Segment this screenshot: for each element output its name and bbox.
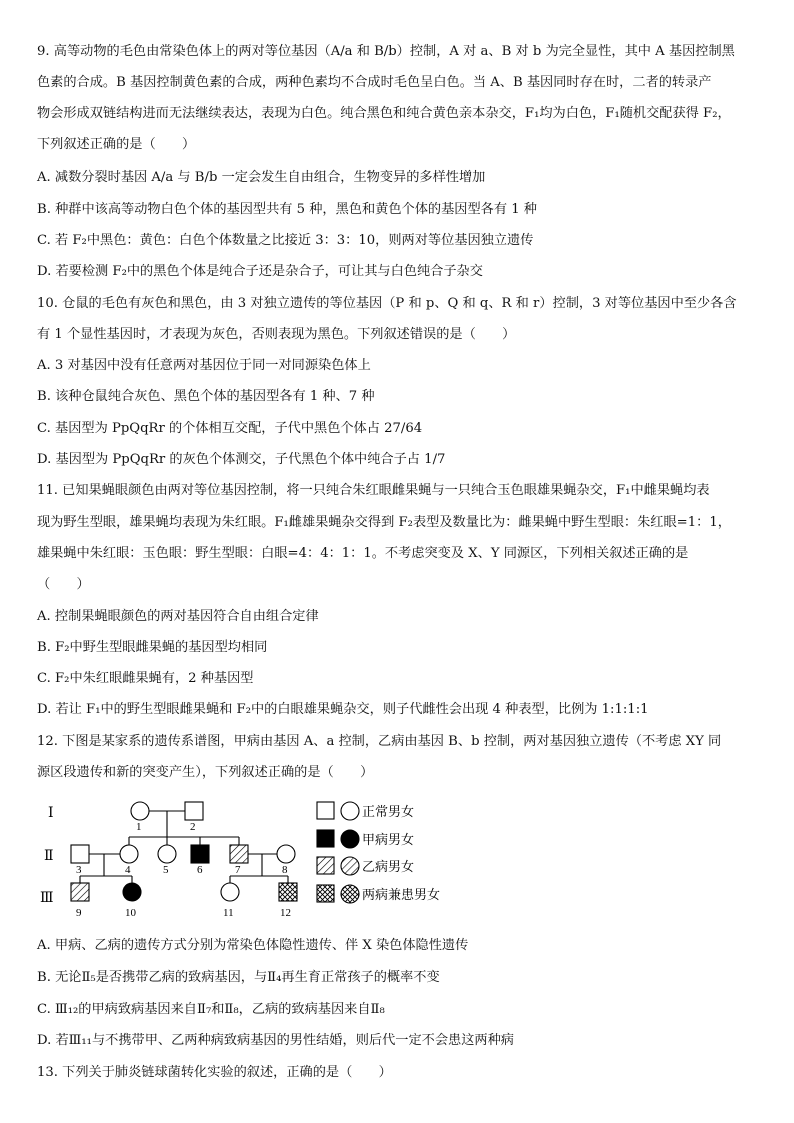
q10-stem-line-1: 10. 仓鼠的毛色有灰色和黑色，由 3 对独立遗传的等位基因（P 和 p、Q 和 q、R 和 r）控制，3 对等位基因中至少各含 [37, 296, 737, 311]
individual-II7-yi-male [230, 845, 248, 863]
q11-stem-line-1: 11. 已知果蝇眼颜色由两对等位基因控制，将一只纯合朱红眼雌果蝇与一只纯合玉色眼雄果蝇杂交，F₁中雌果蝇均表 [37, 483, 710, 498]
q9-option-d: D. 若要检测 F₂中的黑色个体是纯合子还是杂合子，可让其与白色纯合子杂交 [37, 264, 483, 279]
individual-number: 10 [125, 907, 136, 919]
individual-III12-both-male [279, 883, 297, 901]
individual-number: 9 [76, 907, 82, 919]
individual-II5-normal-female [158, 845, 176, 863]
q11-stem-line-3: 雄果蝇中朱红眼：玉色眼：野生型眼：白眼=4：4：1：1。不考虑突变及 X、Y 同源区，下列相关叙述正确的是 [37, 546, 689, 561]
q9-option-b: B. 种群中该高等动物白色个体的基因型共有 5 种，黑色和黄色个体的基因型各有 1 种 [37, 202, 537, 217]
legend-normal-female-icon [341, 802, 359, 820]
legend-normal-label: 正常男女 [362, 805, 415, 820]
q10-option-d: D. 基因型为 PpQqRr 的灰色个体测交，子代黑色个体中纯合子占 1/7 [37, 452, 446, 467]
q10-option-b: B. 该种仓鼠纯合灰色、黑色个体的基因型各有 1 种、7 种 [37, 389, 375, 404]
q12-option-c: C. Ⅲ₁₂的甲病致病基因来自Ⅱ₇和Ⅱ₈，乙病的致病基因来自Ⅱ₈ [37, 1002, 385, 1017]
generation-label-1: Ⅰ [48, 805, 54, 821]
individual-number: 2 [190, 821, 196, 833]
legend-jia-male-icon [317, 830, 334, 847]
generation-label-2: Ⅱ [44, 848, 54, 864]
q10-option-c: C. 基因型为 PpQqRr 的个体相互交配，子代中黑色个体占 27/64 [37, 421, 423, 436]
individual-number: 8 [282, 864, 288, 876]
q12-stem-line-2: 源区段遗传和新的突变产生），下列叙述正确的是（ ） [37, 765, 374, 780]
legend-normal-male-icon [317, 802, 334, 819]
q12-option-b: B. 无论Ⅱ₅是否携带乙病的致病基因，与Ⅱ₄再生育正常孩子的概率不变 [37, 970, 440, 985]
q11-option-d: D. 若让 F₁中的野生型眼雌果蝇和 F₂中的白眼雄果蝇杂交，则子代雌性会出现 4 种表型，比例为 1:1:1:1 [37, 702, 649, 717]
legend-yi-male-icon [317, 857, 334, 874]
q11-option-b: B. F₂中野生型眼雌果蝇的基因型均相同 [37, 640, 268, 655]
q11-option-c: C. F₂中朱红眼雌果蝇有，2 种基因型 [37, 671, 254, 686]
individual-I1-normal-female [131, 802, 149, 820]
individual-number: 1 [136, 821, 142, 833]
q11-option-a: A. 控制果蝇眼颜色的两对基因符合自由组合定律 [37, 609, 319, 624]
individual-I2-normal-male [185, 802, 203, 820]
individual-II8-normal-female [277, 845, 295, 863]
individual-II3-normal-male [71, 845, 89, 863]
legend-both-label: 两病兼患男女 [362, 888, 441, 903]
individual-III11-normal-female [221, 883, 239, 901]
individual-II6-jia-male [191, 845, 209, 863]
individual-III9-yi-male [71, 883, 89, 901]
q13-stem-line-1: 13. 下列关于肺炎链球菌转化实验的叙述，正确的是（ ） [37, 1065, 392, 1080]
q12-stem-line-1: 12. 下图是某家系的遗传系谱图，甲病由基因 A、a 控制，乙病由基因 B、b 控制，两对基因独立遗传（不考虑 XY 同 [37, 734, 722, 749]
q11-stem-line-2: 现为野生型眼，雄果蝇均表现为朱红眼。F₁雌雄果蝇杂交得到 F₂表型及数量比为：雌果蝇中野生型眼：朱红眼=1：1， [37, 515, 731, 530]
q12-option-a: A. 甲病、乙病的遗传方式分别为常染色体隐性遗传、伴 X 染色体隐性遗传 [37, 938, 469, 953]
individual-number: 4 [125, 864, 131, 876]
legend-jia-label: 甲病男女 [362, 833, 415, 848]
q9-stem-line-1: 9. 高等动物的毛色由常染色体上的两对等位基因（A/a 和 B/b）控制，A 对 a、B 对 b 为完全显性，其中 A 基因控制黑 [37, 44, 735, 59]
legend-both-female-icon [341, 885, 359, 903]
generation-label-3: Ⅲ [40, 890, 54, 906]
q9-stem-line-2: 色素的合成。B 基因控制黄色素的合成，两种色素均不合成时毛色呈白色。当 A、B 基因同时存在时，二者的转录产 [37, 75, 712, 90]
q10-stem-line-2: 有 1 个显性基因时，才表现为灰色，否则表现为黑色。下列叙述错误的是（ ） [37, 327, 516, 342]
legend-jia-female-icon [341, 830, 359, 848]
individual-number: 3 [76, 864, 82, 876]
pedigree-chart [30, 792, 450, 927]
q9-option-c: C. 若 F₂中黑色：黄色：白色个体数量之比接近 3：3：10，则两对等位基因独立遗传 [37, 233, 534, 248]
individual-number: 7 [235, 864, 241, 876]
individual-III10-jia-female [123, 883, 141, 901]
individual-number: 6 [197, 864, 203, 876]
q9-stem-line-4: 下列叙述正确的是（ ） [37, 137, 196, 152]
q9-stem-line-3: 物会形成双链结构进而无法继续表达，表现为白色。纯合黑色和纯合黄色亲本杂交，F₁均为白色，F₁随机交配获得 F₂， [37, 106, 731, 121]
q11-stem-line-4: （ ） [37, 577, 90, 592]
individual-number: 12 [280, 907, 291, 919]
individual-number: 5 [163, 864, 169, 876]
individual-number: 11 [223, 907, 234, 919]
q10-option-a: A. 3 对基因中没有任意两对基因位于同一对同源染色体上 [37, 358, 371, 373]
individual-II4-normal-female [120, 845, 138, 863]
legend-both-male-icon [317, 885, 334, 902]
q9-option-a: A. 减数分裂时基因 A/a 与 B/b 一定会发生自由组合，生物变异的多样性增加 [37, 170, 486, 185]
legend-yi-female-icon [341, 857, 359, 875]
legend-yi-label: 乙病男女 [362, 860, 415, 875]
q12-option-d: D. 若Ⅲ₁₁与不携带甲、乙两种病致病基因的男性结婚，则后代一定不会患这两种病 [37, 1033, 514, 1048]
